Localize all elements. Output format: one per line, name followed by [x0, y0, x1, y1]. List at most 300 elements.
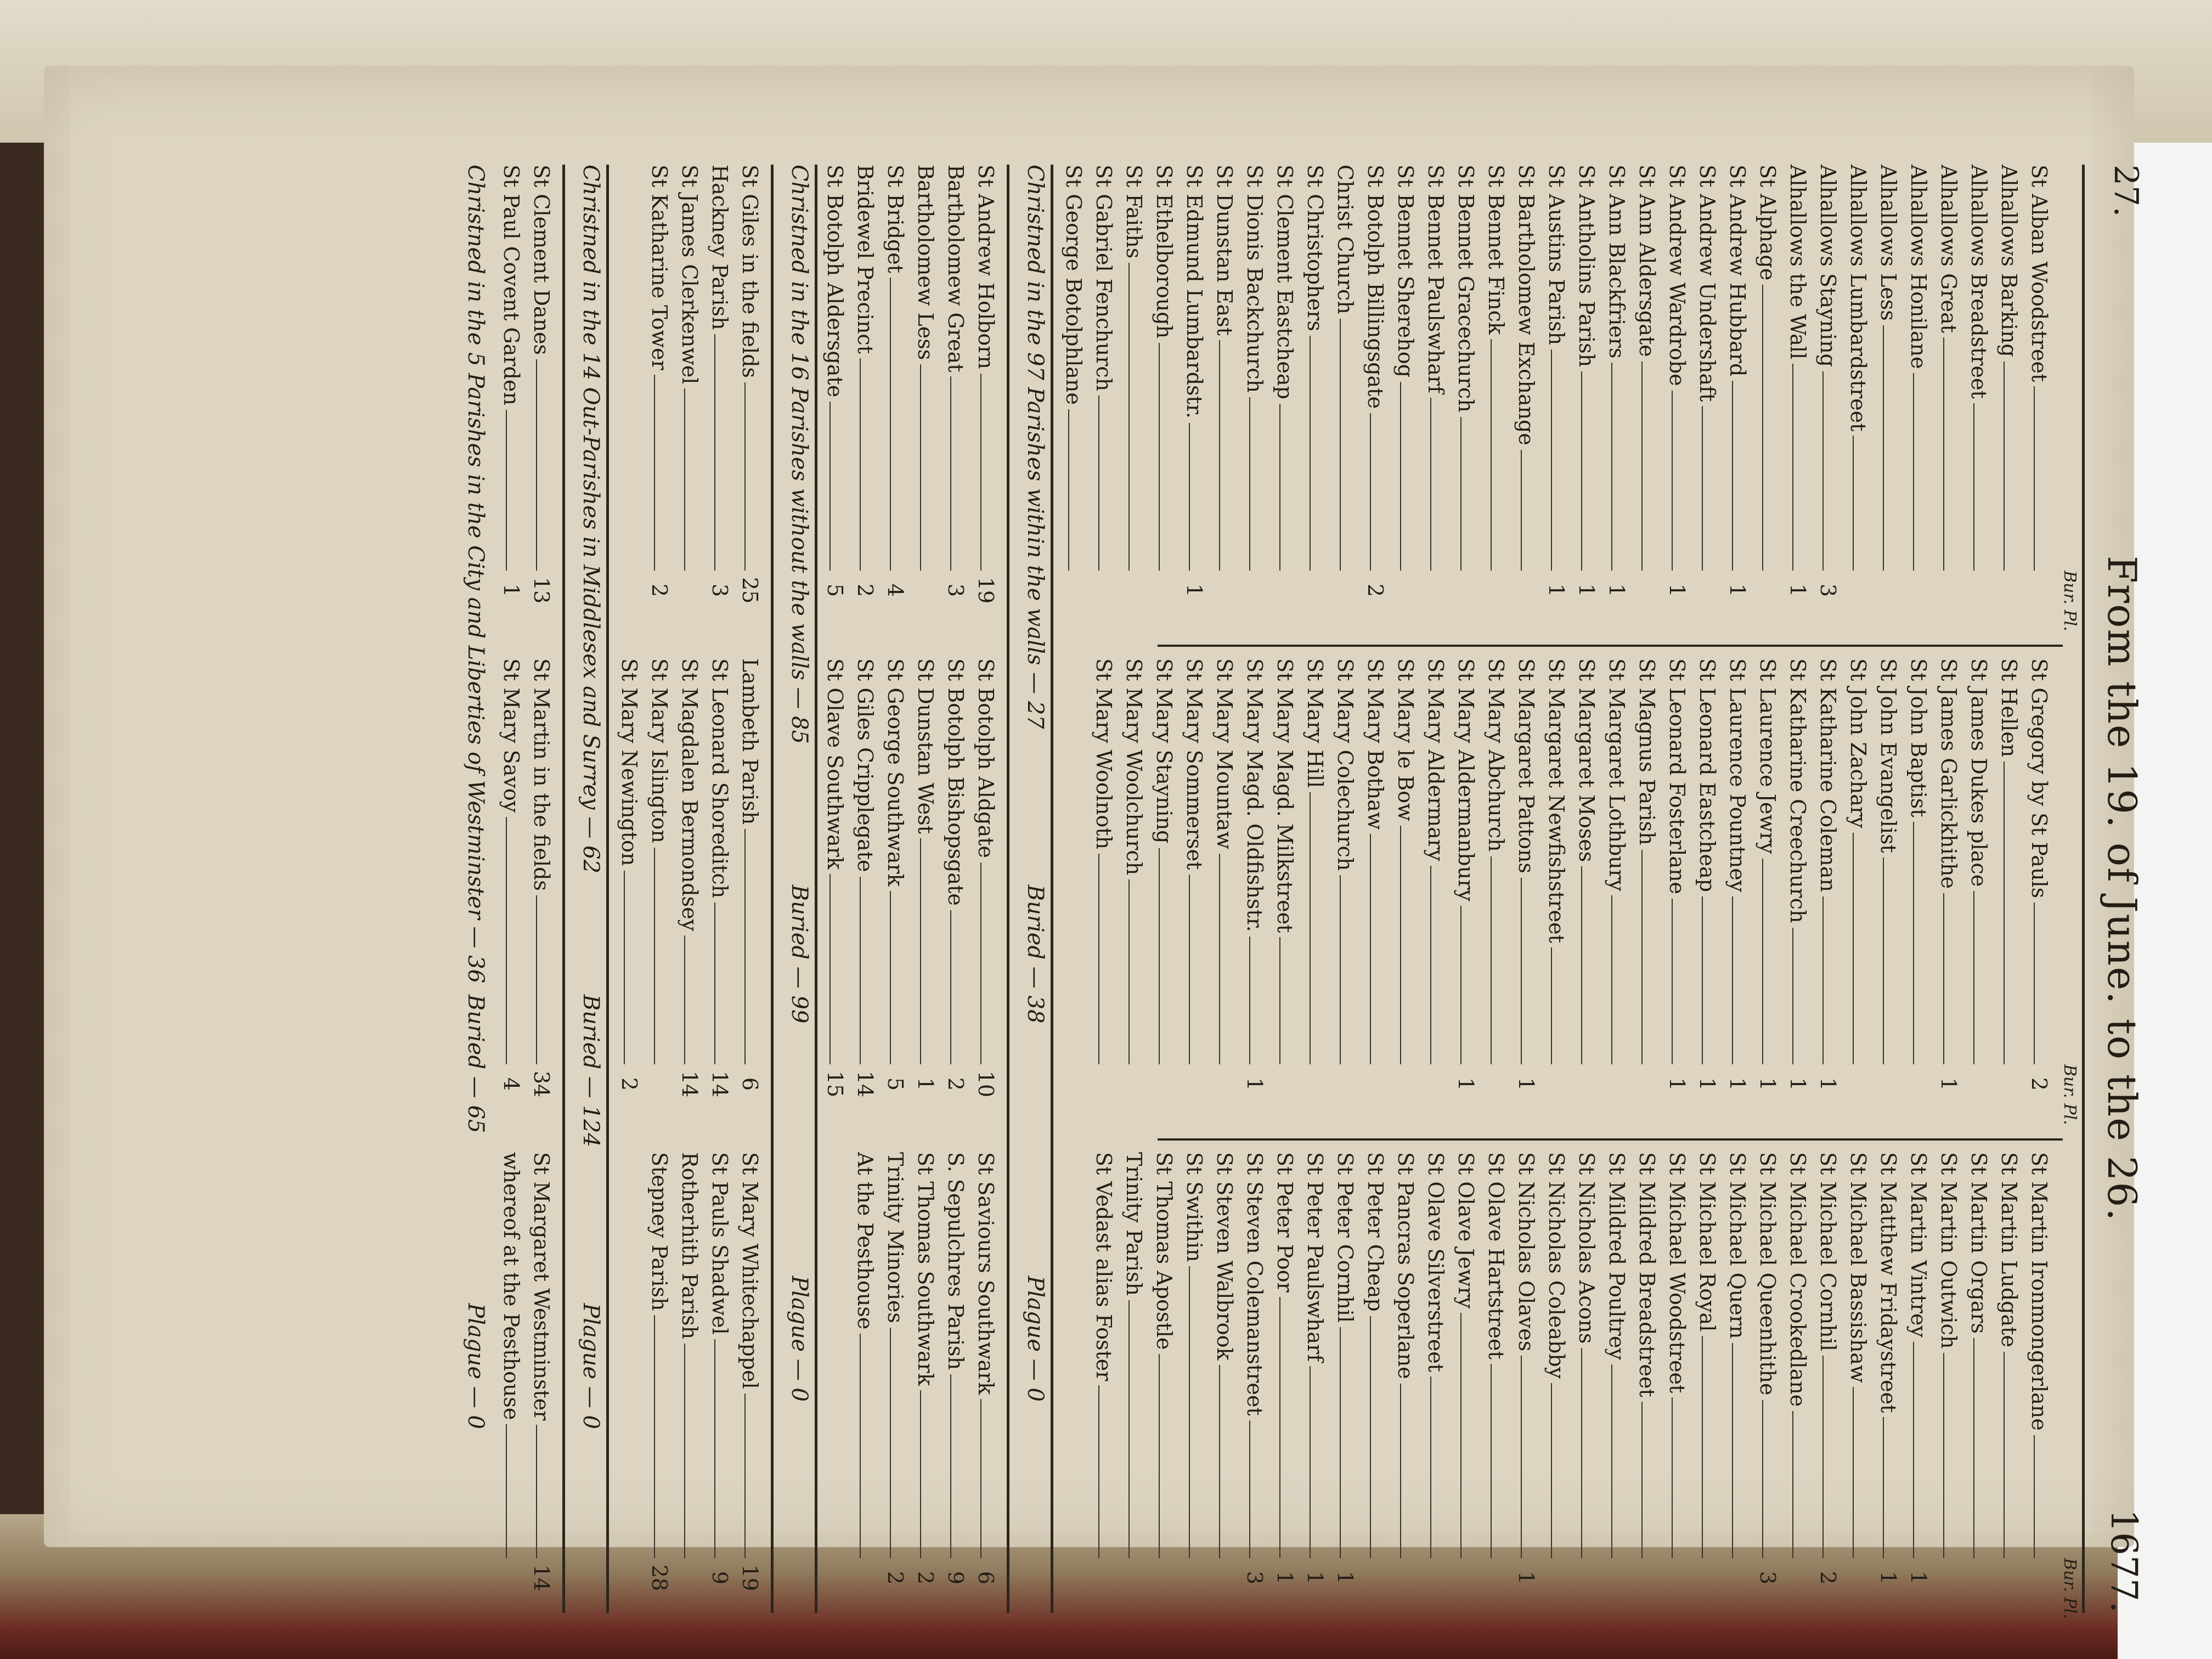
- parish-row: [1243, 165, 1273, 636]
- parish-row: [1876, 165, 1906, 636]
- parish-name: St Saviours Southwark: [974, 1152, 998, 1395]
- buried-count: 1: [1514, 1077, 1538, 1091]
- parish-name: St Mary Savoy: [499, 658, 523, 813]
- rotated-page-content: [192, 143, 2167, 1635]
- parish-name: St Katharine Coleman: [1816, 658, 1840, 892]
- parish-name: St Bartholomew Exchange: [1514, 165, 1538, 445]
- without-walls-column-1: [823, 165, 1004, 636]
- leader-dash: [536, 359, 537, 571]
- buried-count: 1: [1182, 583, 1206, 597]
- parish-row: [1725, 165, 1756, 636]
- buried-count: 3: [708, 583, 732, 597]
- parish-name: St Mary Sommerset: [1182, 658, 1206, 870]
- leader-dash: [980, 862, 981, 1064]
- leader-dash: [1279, 404, 1280, 571]
- parish-name: Christ Church: [1333, 165, 1357, 314]
- leader-dash: [1973, 891, 1974, 1064]
- parish-row: [1937, 165, 1967, 636]
- parish-name: Trinity Parish: [1122, 1152, 1146, 1296]
- parish-row: [1997, 1152, 2027, 1624]
- section-rule: [1051, 165, 1053, 1613]
- leader-dash: [714, 1339, 715, 1558]
- parish-name: St Michael Royal: [1695, 1152, 1719, 1332]
- parish-row: [1484, 658, 1514, 1130]
- parish-name: St Christophers: [1303, 165, 1327, 331]
- parish-row: [1605, 1152, 1635, 1624]
- westminster-column-3: [499, 1152, 560, 1624]
- leader-dash: [890, 1328, 891, 1558]
- leader-dash: [684, 935, 685, 1064]
- parish-row: [647, 165, 678, 636]
- leader-dash: [1853, 833, 1854, 1064]
- parish-name: St Steven Colemanstreet: [1243, 1152, 1267, 1416]
- column-divider: [1158, 645, 2063, 647]
- leader-dash: [1279, 937, 1280, 1064]
- buried-count: 34: [529, 1070, 554, 1098]
- leader-dash: [920, 364, 921, 571]
- leader-dash: [950, 376, 951, 571]
- leader-dash: [1822, 371, 1824, 571]
- buried-count: 2: [853, 583, 877, 597]
- leader-dash: [1521, 878, 1522, 1064]
- leader-dash: [980, 374, 981, 571]
- parish-row: [1092, 165, 1122, 636]
- parish-row: [1363, 1152, 1393, 1624]
- parish-row: [1997, 165, 2027, 636]
- leader-dash: [1189, 423, 1190, 571]
- parish-name: St Nicholas Coleabby: [1544, 1152, 1568, 1379]
- parish-row: [1544, 658, 1575, 1130]
- leader-dash: [506, 410, 507, 571]
- leader-dash: [1400, 1384, 1401, 1558]
- parish-name: St Botolph Bishopsgate: [944, 658, 968, 906]
- parish-row: [1906, 165, 1937, 636]
- buried-count: 1: [1243, 1077, 1267, 1091]
- buried-count: 2: [913, 1571, 938, 1585]
- parish-row: [738, 1152, 768, 1624]
- leader-dash: [1430, 866, 1431, 1064]
- parish-row: [883, 658, 913, 1130]
- parish-name: Alhallows Barking: [1997, 165, 2021, 357]
- parish-name: St Michael Bassishaw: [1846, 1152, 1870, 1383]
- leader-dash: [1883, 1417, 1884, 1558]
- buried-count: 3: [1243, 1571, 1267, 1585]
- parish-name: St Mary Abchurch: [1484, 658, 1508, 852]
- parish-row: [678, 1152, 708, 1624]
- parish-name: St Mary Magd. Oldfishstr.: [1243, 658, 1267, 932]
- bill-of-mortality-page: [44, 66, 2145, 1619]
- buried-count: 6: [738, 1077, 762, 1091]
- parish-name: St Martin in the fields: [529, 658, 554, 891]
- leader-dash: [1430, 1376, 1431, 1558]
- parish-row: [1273, 165, 1303, 636]
- parish-row: [974, 165, 1004, 636]
- buried-count: 10: [974, 1070, 998, 1098]
- parish-name: St Mary Newington: [617, 658, 641, 866]
- parish-row: [1756, 1152, 1786, 1624]
- buried-count: 1: [1575, 583, 1599, 597]
- parish-row: [529, 658, 560, 1130]
- parish-name: St Bridget: [883, 165, 907, 274]
- buried-count: 1: [1303, 1571, 1327, 1585]
- buried-count: 1: [1756, 1077, 1780, 1091]
- buried-count: 3: [944, 583, 968, 597]
- section-rule: [771, 165, 774, 1613]
- parish-name: St Clement Eastcheap: [1273, 165, 1297, 399]
- leader-dash: [950, 910, 951, 1064]
- parish-row: [529, 1152, 560, 1624]
- leader-dash: [536, 895, 537, 1064]
- parish-name: St Vedast alias Foster: [1092, 1152, 1116, 1381]
- parish-row: [883, 165, 913, 636]
- buried-count: 25: [738, 577, 762, 604]
- without-walls-buried: Buried — 99: [787, 884, 812, 1024]
- parish-name: St Andrew Undershaft: [1695, 165, 1719, 402]
- parish-row: [1544, 1152, 1575, 1624]
- parish-row: [1152, 1152, 1182, 1624]
- without-walls-plague: Plague — 0: [787, 1276, 812, 1402]
- buried-count: 2: [883, 1571, 907, 1585]
- parish-name: St Andrew Holborn: [974, 165, 998, 369]
- leader-dash: [1430, 398, 1431, 571]
- westminster-column-2: [499, 658, 560, 1130]
- parish-row: [617, 658, 647, 1130]
- leader-dash: [1641, 362, 1643, 571]
- leader-dash: [1853, 1387, 1854, 1558]
- parish-name: St Alban Woodstreet: [2027, 165, 2051, 382]
- leader-dash: [1762, 1400, 1763, 1558]
- parish-name: St Mary Hill: [1303, 658, 1327, 788]
- buried-count: 2: [944, 1077, 968, 1091]
- section-rule: [562, 165, 565, 1613]
- parish-name: St Margaret Westminster: [529, 1152, 554, 1421]
- parish-name: St Leonard Shoreditch: [708, 658, 732, 899]
- parish-name: St Thomas Southwark: [913, 1152, 938, 1386]
- parish-name: St Katharine Tower: [647, 165, 672, 370]
- parish-name: St Leonard Eastcheap: [1695, 658, 1719, 893]
- parish-row: [1906, 658, 1937, 1130]
- parish-name: St Paul Covent Garden: [499, 165, 523, 405]
- parish-name: St Bennet Paulswharf: [1424, 165, 1448, 394]
- buried-count: 1: [1665, 583, 1689, 597]
- leader-dash: [1310, 336, 1311, 571]
- within-walls-plague: Plague — 0: [1023, 1276, 1048, 1402]
- parish-row: [1393, 1152, 1424, 1624]
- parish-name: St Mildred Breadstreet: [1635, 1152, 1659, 1397]
- parish-row: [529, 165, 560, 636]
- parish-name: St Margaret Lothbury: [1605, 658, 1629, 891]
- parish-row: [974, 1152, 1004, 1624]
- westminster-column-1: [499, 165, 560, 636]
- out-parishes-christned: Christned in the 14 Out-Parishes in Middlesex and Surrey — 62: [578, 165, 603, 874]
- westminster-summary: [463, 165, 488, 1613]
- leader-dash: [1551, 947, 1552, 1064]
- parish-name: St Mary Bothaw: [1363, 658, 1387, 830]
- parish-name: St Austins Parish: [1544, 165, 1568, 346]
- parish-name: St Mary Stayning: [1152, 658, 1176, 844]
- buried-count: 19: [738, 1564, 762, 1592]
- parish-row: [1514, 658, 1544, 1130]
- parish-row: [738, 658, 768, 1130]
- leader-dash: [1792, 364, 1793, 571]
- leader-dash: [1279, 1297, 1280, 1558]
- parish-name: St Michael Crookedlane: [1786, 1152, 1810, 1407]
- parish-row: [1424, 1152, 1454, 1624]
- parish-name: St Matthew Fridaystreet: [1876, 1152, 1900, 1413]
- parish-name: St Bennet Gracechurch: [1454, 165, 1478, 413]
- buried-count: 1: [1514, 1571, 1538, 1585]
- buried-count: 5: [823, 583, 847, 597]
- without-walls-column-2: [823, 658, 1004, 1130]
- out-parishes-summary: [578, 165, 603, 1613]
- parish-row: [883, 1152, 913, 1624]
- leader-dash: [1068, 409, 1069, 571]
- parish-row: [1182, 1152, 1212, 1624]
- leader-dash: [1581, 866, 1582, 1064]
- leader-dash: [1762, 285, 1763, 571]
- parish-row: [738, 165, 768, 636]
- leader-dash: [1491, 1364, 1492, 1558]
- parish-row: [1575, 1152, 1605, 1624]
- leader-dash: [1551, 1383, 1552, 1558]
- parish-row: [944, 658, 974, 1130]
- leader-dash: [1732, 381, 1733, 571]
- parish-row: [1906, 1152, 1937, 1624]
- parish-row: [1212, 165, 1243, 636]
- buried-count: 1: [1906, 1571, 1931, 1585]
- parish-name: St Antholins Parish: [1575, 165, 1599, 368]
- parish-name: St John Zachary: [1846, 658, 1870, 828]
- parish-name: Bartholomew Less: [913, 165, 938, 360]
- parish-row: [1484, 1152, 1514, 1624]
- leader-dash: [1581, 371, 1582, 571]
- leader-dash: [536, 1425, 537, 1558]
- parish-name: St Michael Cornhil: [1816, 1152, 1840, 1351]
- parish-name: St Olave Southwark: [823, 658, 847, 870]
- leader-dash: [860, 1334, 861, 1558]
- without-walls-christned: Christned in the 16 Parishes without the walls — 85: [787, 165, 812, 744]
- leader-dash: [1219, 854, 1220, 1064]
- parish-name: Alhallows Stayning: [1816, 165, 1840, 367]
- out-parishes-plague: Plague — 0: [578, 1303, 603, 1429]
- parish-name: Alhallows the Wall: [1786, 165, 1810, 360]
- leader-dash: [1702, 406, 1703, 571]
- buried-count: 1: [913, 1077, 938, 1091]
- buried-count: 4: [499, 1077, 523, 1091]
- leader-dash: [506, 1424, 507, 1558]
- section-rule: [815, 165, 817, 1613]
- parish-name: St Pauls Shadwel: [708, 1152, 732, 1335]
- parish-row: [1212, 658, 1243, 1130]
- leader-dash: [1913, 822, 1914, 1064]
- buried-count: 14: [853, 1070, 877, 1098]
- parish-name: St Edmund Lumbardstr.: [1182, 165, 1206, 419]
- parish-row: [1967, 165, 1997, 636]
- without-walls-column-3: [853, 1152, 1004, 1624]
- parish-row: [1635, 165, 1665, 636]
- parish-name: St Botolph Aldgate: [974, 658, 998, 859]
- parish-row: [1786, 658, 1816, 1130]
- leader-dash: [744, 829, 746, 1064]
- parish-row: [1605, 658, 1635, 1130]
- leader-dash: [1098, 854, 1099, 1064]
- parish-name: Alhallows Less: [1876, 165, 1900, 321]
- parish-name: St Mary Aldermary: [1424, 658, 1448, 861]
- leader-dash: [1310, 1366, 1311, 1558]
- parish-name: St Mary Islington: [647, 658, 672, 843]
- leader-dash: [1822, 896, 1824, 1064]
- parish-row: [1514, 165, 1544, 636]
- buried-count: 1: [1605, 583, 1629, 597]
- leader-dash: [1702, 1336, 1703, 1558]
- parish-row: [1937, 658, 1967, 1130]
- parish-row: [1273, 658, 1303, 1130]
- parish-name: St Botolph Aldersgate: [823, 165, 847, 398]
- leader-dash: [1762, 859, 1763, 1064]
- parish-row: [1514, 1152, 1544, 1624]
- buried-count: 1: [1544, 583, 1568, 597]
- page-header: [2085, 143, 2167, 1635]
- buried-count: 2: [1816, 1571, 1840, 1585]
- parish-row: [1575, 658, 1605, 1130]
- leader-dash: [1128, 1300, 1130, 1558]
- out-parishes-column-3: [647, 1152, 768, 1624]
- buried-count: 5: [883, 1077, 907, 1091]
- leader-dash: [1883, 325, 1884, 571]
- parish-row: [853, 658, 883, 1130]
- buried-count: 1: [1725, 583, 1750, 597]
- leader-dash: [1219, 340, 1220, 571]
- parish-row: [1182, 165, 1212, 636]
- buried-count: 1: [499, 583, 523, 597]
- section-rule: [606, 165, 609, 1613]
- parish-row: [1424, 658, 1454, 1130]
- parish-name: St Ann Blackfriers: [1605, 165, 1629, 359]
- parish-name: St Leonard Fosterlane: [1665, 658, 1689, 895]
- parish-row: [1665, 1152, 1695, 1624]
- parish-row: [647, 658, 678, 1130]
- parish-row: [1846, 165, 1876, 636]
- buried-count: 14: [708, 1070, 732, 1098]
- parish-name: St Margaret Moses: [1575, 658, 1599, 862]
- parish-row: [1303, 1152, 1333, 1624]
- parish-name: Bridewel Precinct: [853, 165, 877, 354]
- buried-count: 28: [647, 1564, 672, 1592]
- parish-row: [1122, 658, 1152, 1130]
- column-divider: [1158, 1138, 2063, 1141]
- parish-name: St Gabriel Fenchurch: [1092, 165, 1116, 392]
- parish-row: [708, 1152, 738, 1624]
- parish-row: [678, 165, 708, 636]
- parish-name: St Gregory by St Pauls: [2027, 658, 2051, 899]
- westminster-christned: Christned in the 5 Parishes in the City and Liberties of Westminster — 36: [463, 165, 488, 984]
- buried-count: 1: [1937, 1077, 1961, 1091]
- parish-name: Hackney Parish: [708, 165, 732, 330]
- leader-dash: [1702, 896, 1703, 1064]
- leader-dash: [1913, 373, 1914, 571]
- parish-row: [1424, 165, 1454, 636]
- parish-name: St Michael Queenhithe: [1756, 1152, 1780, 1396]
- leader-dash: [1883, 857, 1884, 1064]
- parish-row: [1846, 658, 1876, 1130]
- within-walls-column-2: [1092, 658, 2057, 1130]
- parish-row: [1967, 658, 1997, 1130]
- parish-row: [1152, 165, 1182, 636]
- parish-row: [1243, 658, 1273, 1130]
- leader-dash: [684, 1344, 685, 1558]
- parish-row: [1303, 658, 1333, 1130]
- leader-dash: [1792, 928, 1793, 1064]
- parish-row: [1695, 165, 1725, 636]
- within-walls-buried: Buried — 38: [1023, 884, 1048, 1024]
- westminster-buried: Buried — 65: [463, 994, 488, 1133]
- leader-dash: [830, 402, 831, 571]
- parish-row: [708, 658, 738, 1130]
- parish-row: [1062, 165, 1092, 636]
- parish-row: [1484, 165, 1514, 636]
- leader-dash: [920, 838, 921, 1064]
- parish-name: Trinity Minories: [883, 1152, 907, 1323]
- leader-dash: [920, 1390, 921, 1558]
- parish-name: St Olave Jewry: [1454, 1152, 1478, 1309]
- parish-name: St Mildred Poultrey: [1605, 1152, 1629, 1360]
- parish-row: [1695, 1152, 1725, 1624]
- parish-name: St Martin Orgars: [1967, 1152, 1991, 1334]
- parish-name: St Mary le Bow: [1393, 658, 1418, 821]
- buried-count: 2: [647, 583, 672, 597]
- leader-dash: [1521, 450, 1522, 571]
- leader-dash: [1491, 339, 1492, 571]
- buried-count: 2: [2027, 1077, 2051, 1091]
- parish-name: St John Evangelist: [1876, 658, 1900, 853]
- parish-row: [1092, 1152, 1122, 1624]
- parish-row: [944, 165, 974, 636]
- leader-dash: [1732, 1343, 1733, 1558]
- parish-row: [1122, 165, 1152, 636]
- parish-row: [1816, 1152, 1846, 1624]
- parish-name: St John Baptist: [1906, 658, 1931, 817]
- parish-row: [1876, 1152, 1906, 1624]
- leader-dash: [1460, 906, 1462, 1064]
- leader-dash: [1460, 1313, 1462, 1558]
- parish-name: St Martin Ironmongerlane: [2027, 1152, 2051, 1431]
- leader-dash: [714, 334, 715, 571]
- within-walls-column-1: [1062, 165, 2057, 636]
- leader-dash: [1098, 396, 1099, 571]
- parish-row: [913, 1152, 944, 1624]
- parish-name: St Alphage: [1756, 165, 1780, 281]
- leader-dash: [1460, 417, 1462, 571]
- buried-count: 9: [708, 1571, 732, 1585]
- buried-count: 1: [1665, 1077, 1689, 1091]
- leader-dash: [1491, 856, 1492, 1064]
- parish-name: S. Sepulchres Parish: [944, 1152, 968, 1370]
- leader-dash: [1249, 397, 1250, 571]
- parish-name: St Magnus Parish: [1635, 658, 1659, 845]
- parish-name: St Martin Ludgate: [1997, 1152, 2021, 1347]
- parish-name: St Katharine Creechurch: [1786, 658, 1810, 923]
- parish-name: St Mary Woolnoth: [1092, 658, 1116, 850]
- leader-dash: [1310, 792, 1311, 1064]
- parish-name: Lambeth Parish: [738, 658, 762, 825]
- leader-dash: [1853, 436, 1854, 571]
- buried-count: 1: [1695, 1077, 1719, 1091]
- parish-name: St Andrew Wardrobe: [1665, 165, 1689, 386]
- parish-name: St Olave Silverstreet: [1424, 1152, 1448, 1373]
- within-walls-column-3: [1092, 1152, 2057, 1624]
- parish-row: [1725, 1152, 1756, 1624]
- page-year: 1677.: [2103, 1509, 2145, 1613]
